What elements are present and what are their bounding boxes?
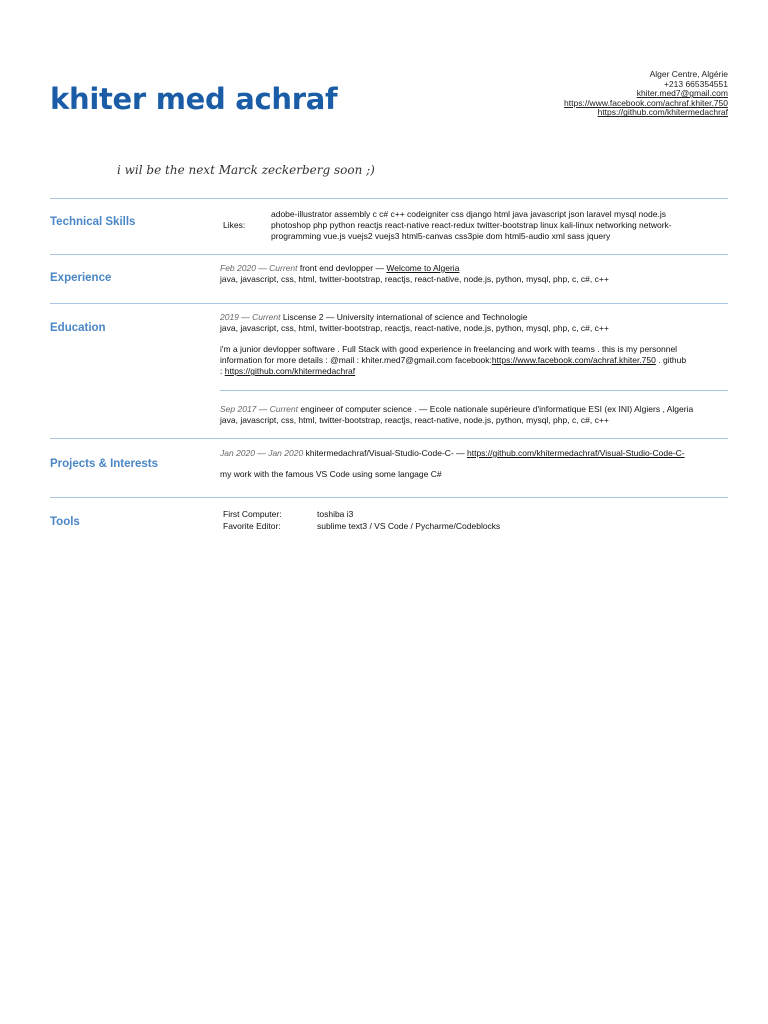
entry-divider xyxy=(220,390,728,391)
likes-line: adobe-illustrator assembly c c# c++ codeigniter css django html java javascript json laravel mysql node.js xyxy=(271,209,666,219)
contact-block xyxy=(564,70,728,118)
about-text xyxy=(220,344,732,377)
section-title-projects: Projects & Interests xyxy=(50,458,159,470)
experience-date: Feb 2020 — Current xyxy=(220,263,298,273)
experience-skills: java, javascript, css, html, twitter-bootstrap, reactjs, react-native, node.js, python, mysql, php, c, c#, c++ xyxy=(220,274,609,284)
tool-label: First Computer: xyxy=(223,509,282,519)
education-entry xyxy=(220,312,730,334)
tool-value: toshiba i3 xyxy=(317,509,354,519)
person-name: khiter med achraf xyxy=(50,82,338,116)
section-title-skills: Technical Skills xyxy=(50,216,136,228)
experience-entry xyxy=(220,263,730,285)
experience-role: front end devlopper — xyxy=(299,263,384,273)
likes-label: Likes: xyxy=(223,220,246,230)
tool-label: Favorite Editor: xyxy=(223,521,281,531)
tagline: i wil be the next Marck zeckerberg soon ;) xyxy=(117,163,375,177)
project-link[interactable]: https://github.com/khitermedachraf/Visual-Studio-Code-C- xyxy=(467,448,685,458)
education-degree: engineer of computer science . — Ecole nationale supérieure d'informatique ESI (ex INI) Algiers , Algeria xyxy=(300,404,694,414)
about-line: information for more details : @mail : khiter.med7@gmail.com facebook: xyxy=(220,355,492,365)
education-skills: java, javascript, css, html, twitter-bootstrap, reactjs, react-native, node.js, python, mysql, php, c, c#, c++ xyxy=(220,415,609,425)
education-skills: java, javascript, css, html, twitter-bootstrap, reactjs, react-native, node.js, python, mysql, php, c, c#, c++ xyxy=(220,323,609,333)
education-date: 2019 — Current xyxy=(220,312,281,322)
contact-facebook-link[interactable]: https://www.facebook.com/achraf.khiter.750 xyxy=(564,97,728,108)
about-line: i'm a junior devlopper software . Full Stack with good experience in freelancing and work with teams . this is my personnel xyxy=(220,344,678,354)
section-divider xyxy=(50,438,728,439)
about-line: . github xyxy=(658,355,687,365)
likes-line: programming vue.js vuejs2 vuejs3 html5-canvas css3pie dom html5-audio xml sass jquery xyxy=(271,231,611,241)
contact-phone: +213 665354551 xyxy=(663,78,728,89)
about-facebook-link[interactable]: https://www.facebook.com/achraf.khiter.750 xyxy=(491,355,656,365)
tool-value: sublime text3 / VS Code / Pycharme/Codeblocks xyxy=(317,521,501,531)
section-divider xyxy=(50,254,728,255)
contact-github-link[interactable]: https://github.com/khitermedachraf xyxy=(597,107,728,118)
about-github-link[interactable]: https://github.com/khitermedachraf xyxy=(224,366,356,376)
section-title-tools: Tools xyxy=(50,516,80,528)
project-date: Jan 2020 — Jan 2020 xyxy=(220,448,304,458)
likes-line: photoshop php python reactjs react-native react-redux twitter-bootstrap linux kali-linux networking network- xyxy=(271,220,672,230)
experience-company-link[interactable]: Welcome to Algeria xyxy=(386,263,460,273)
section-divider xyxy=(50,198,728,199)
section-divider xyxy=(50,497,728,498)
section-title-experience: Experience xyxy=(50,272,112,284)
education-degree: Liscense 2 — University international of science and Technologie xyxy=(282,312,528,322)
project-name: khitermedachraf/Visual-Studio-Code-C- — xyxy=(305,448,465,458)
education-date: Sep 2017 — Current xyxy=(220,404,298,414)
education-entry xyxy=(220,404,732,426)
contact-email-link[interactable]: khiter.med7@gmail.com xyxy=(636,88,728,99)
likes-list xyxy=(271,209,731,242)
about-line: : xyxy=(220,366,223,376)
project-entry xyxy=(220,448,732,459)
section-divider xyxy=(50,303,728,304)
project-description: my work with the famous VS Code using some langage C# xyxy=(220,469,442,479)
section-title-education: Education xyxy=(50,322,106,334)
contact-address: Alger Centre, Algérie xyxy=(649,69,728,79)
